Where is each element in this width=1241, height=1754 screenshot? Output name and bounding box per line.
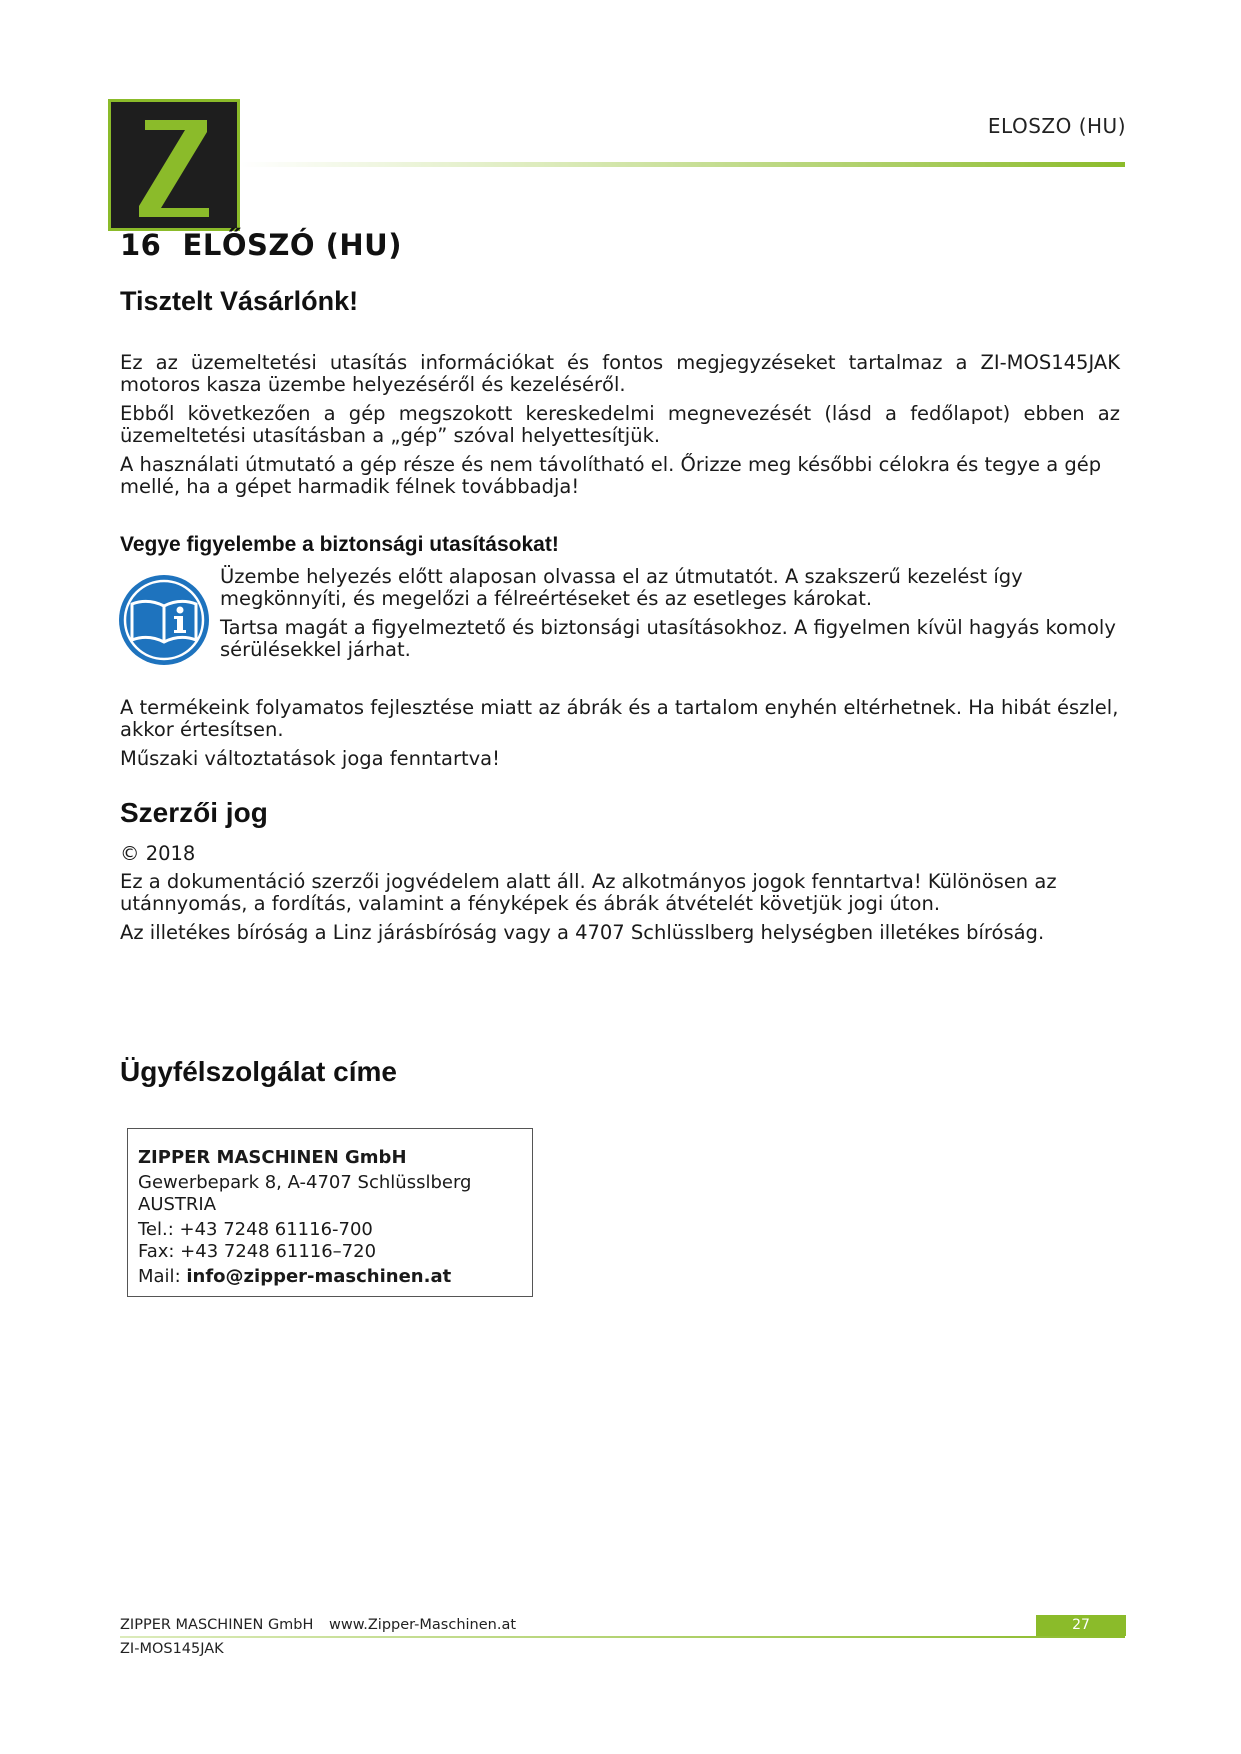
service-tel: Tel.: +43 7248 61116-700 [138, 1219, 373, 1240]
footer-model: ZI-MOS145JAK [120, 1641, 224, 1657]
copyright-paragraph-1: Ez a dokumentáció szerzői jogvédelem alatt áll. Az alkotmányos jogok fenntartva! Különösen az utánnyomás, a fordítás, valamint a fényképek és ábrák átvételét követjük jogi úton. [120, 870, 1057, 915]
service-country: AUSTRIA [138, 1194, 217, 1215]
service-fax: Fax: +43 7248 61116–720 [138, 1241, 377, 1262]
copyright-year: © 2018 [120, 842, 196, 865]
zipper-logo [108, 99, 240, 231]
service-mail-link[interactable]: info@zipper-maschinen.at [186, 1266, 452, 1287]
service-address: Gewerbepark 8, A-4707 Schlüsslberg [138, 1172, 472, 1193]
service-mail-label: Mail: [138, 1266, 187, 1287]
address-box [127, 1128, 533, 1297]
intro-paragraph-2: Ebből következően a gép megszokott kereskedelmi megnevezését (lásd a fedőlapot) ebben az üzemeltetési utasításban a „gép” szóval helyettesítjük. [120, 402, 1120, 447]
section-title: 16 ELŐSZÓ (HU) [120, 228, 402, 262]
z-logo-icon [111, 102, 237, 228]
service-heading: Ügyfélszolgálat címe [120, 1056, 397, 1087]
header-title: ELOSZO (HU) [987, 114, 1126, 138]
intro-paragraph-1: Ez az üzemeltetési utasítás információkat és fontos megjegyzéseket tartalmaz a ZI-MOS145JAK motoros kasza üzembe helyezéséről és kezeléséről. [120, 351, 1120, 396]
safety-heading: Vegye figyelembe a biztonsági utasításokat! [120, 533, 559, 556]
footer-company: ZIPPER MASCHINEN GmbH [120, 1617, 314, 1633]
page-number: 27 [1036, 1615, 1126, 1636]
safety-paragraph-1: Üzembe helyezés előtt alaposan olvassa el az útmutatót. A szakszerű kezelést így megkönnyíti, és megelőzi a félreértéseket és az esetleges károkat. [220, 565, 1023, 610]
footer-url[interactable]: www.Zipper-Maschinen.at [329, 1617, 517, 1633]
greeting-heading: Tisztelt Vásárlónk! [120, 286, 359, 316]
header-divider [240, 162, 1125, 167]
notice-paragraph-1: A termékeink folyamatos fejlesztése miatt az ábrák és a tartalom enyhén eltérhetnek. Ha hibát észlel, akkor értesítsen. [120, 696, 1119, 741]
read-manual-icon [118, 574, 210, 666]
copyright-heading: Szerzői jog [120, 797, 268, 828]
footer-divider [120, 1636, 1125, 1638]
safety-paragraph-2: Tartsa magát a figyelmeztető és biztonsági utasításokhoz. A figyelmen kívül hagyás komoly sérülésekkel járhat. [220, 616, 1116, 661]
copyright-paragraph-2: Az illetékes bíróság a Linz járásbíróság vagy a 4707 Schlüsslberg helységben illetékes bíróság. [120, 921, 1045, 944]
notice-paragraph-2: Műszaki változtatások joga fenntartva! [120, 747, 500, 770]
service-mail-line [138, 1266, 532, 1288]
service-company: ZIPPER MASCHINEN GmbH [138, 1147, 407, 1168]
intro-paragraph-3: A használati útmutató a gép része és nem távolítható el. Őrizze meg későbbi célokra és tegye a gép mellé, ha a gépet harmadik félnek továbbadja! [120, 453, 1102, 498]
